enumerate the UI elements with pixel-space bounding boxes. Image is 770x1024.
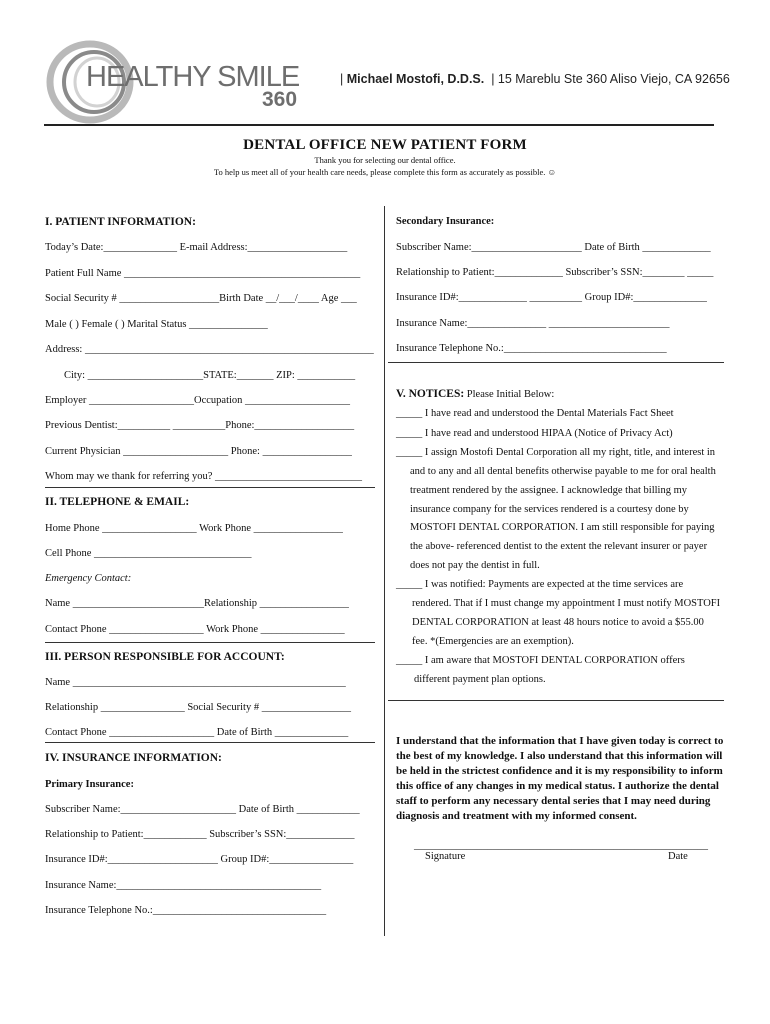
- notices-heading: [396, 388, 554, 400]
- secondary-insurance-phone-field[interactable]: Insurance Telephone No.:_______________________________: [396, 343, 667, 354]
- emergency-contact-label: Emergency Contact:: [45, 573, 132, 584]
- employer-field[interactable]: Employer ____________________Occupation ____________________: [45, 395, 351, 406]
- section-telephone-title: II. TELEPHONE & EMAIL:: [45, 496, 190, 508]
- notice-payment-plan-line-2: different payment plan options.: [414, 674, 546, 685]
- form-subtitle-2: To help us meet all of your health care needs, please complete this form as accurately as possible. ☺: [213, 167, 557, 177]
- notice-payment-line-4: fee. *(Emergencies are an exemption).: [412, 636, 574, 647]
- notice-assignment-line-6: the above- referenced dentist to the extent the relevant insurer or payer: [410, 541, 708, 552]
- primary-insurance-id-field[interactable]: Insurance ID#:_____________________ Group ID#:________________: [45, 854, 354, 865]
- section-responsible-title: III. PERSON RESPONSIBLE FOR ACCOUNT:: [45, 651, 285, 663]
- notice-payment-line-3: DENTAL CORPORATION at least 48 hours notice to avoid a $55.00: [412, 617, 704, 628]
- section-divider: [45, 742, 375, 743]
- cell-phone-field[interactable]: Cell Phone ______________________________: [45, 548, 252, 559]
- primary-insurance-label: Primary Insurance:: [45, 779, 134, 790]
- emergency-name-field[interactable]: Name _________________________Relationship _________________: [45, 598, 349, 609]
- notice-payment-line-1[interactable]: _____ I was notified: Payments are expected at the time services are: [396, 579, 684, 590]
- notices-instruction: Please Initial Below:: [466, 389, 555, 400]
- secondary-relationship-field[interactable]: Relationship to Patient:_____________ Subscriber’s SSN:________ _____: [396, 267, 714, 278]
- consent-statement: I understand that the information that I have given today is correct to the best of my knowledge. I also understand that this information will be held in the strictest confidence and it is my responsibility to inform this office of any changes in my medical status. I authorize the dental staff to perform any necessary dental series that I may need during diagnosis and treatment with my informed consent.: [396, 735, 724, 822]
- referral-field[interactable]: Whom may we thank for referring you? ____________________________: [45, 471, 362, 482]
- gender-marital-field[interactable]: Male ( ) Female ( ) Marital Status _______________: [45, 319, 268, 330]
- secondary-insurance-id-field[interactable]: Insurance ID#:_____________ __________ Group ID#:______________: [396, 292, 707, 303]
- header-divider: [44, 124, 714, 126]
- emergency-phone-field[interactable]: Contact Phone __________________ Work Phone ________________: [45, 624, 345, 635]
- secondary-insurance-name-field[interactable]: Insurance Name:_______________ _______________________: [396, 318, 670, 329]
- responsible-phone-field[interactable]: Contact Phone ____________________ Date of Birth ______________: [45, 727, 349, 738]
- date-label: Date: [668, 851, 688, 862]
- healthy-smile-logo: [42, 36, 342, 126]
- column-divider: [384, 206, 385, 936]
- form-title: DENTAL OFFICE NEW PATIENT FORM: [243, 137, 527, 153]
- signature-line[interactable]: ________________________________________________________: [414, 840, 708, 851]
- notice-assignment-line-7: does not pay the dentist in full.: [410, 560, 540, 571]
- primary-insurance-name-field[interactable]: Insurance Name:_______________________________________: [45, 880, 322, 891]
- ssn-birthdate-field[interactable]: Social Security # ___________________Birth Date __/___/____ Age ___: [45, 293, 357, 304]
- home-work-phone-field[interactable]: Home Phone __________________ Work Phone _________________: [45, 523, 343, 534]
- notice-assignment-line-1[interactable]: _____ I assign Mostofi Dental Corporation all my right, title, and interest in: [396, 447, 716, 458]
- office-address: 15 Mareblu Ste 360 Aliso Viejo, CA 92656: [497, 72, 730, 86]
- secondary-insurance-label: Secondary Insurance:: [396, 216, 495, 227]
- section-notices-title: V. NOTICES:: [396, 388, 465, 400]
- section-divider: [388, 362, 724, 363]
- doctor-name: Michael Mostofi, D.D.S.: [346, 72, 485, 86]
- notice-payment-line-2: rendered. That if I must change my appointment I must notify MOSTOFI: [412, 598, 721, 609]
- secondary-subscriber-field[interactable]: Subscriber Name:_____________________ Date of Birth _____________: [396, 242, 711, 253]
- primary-insurance-phone-field[interactable]: Insurance Telephone No.:_________________________________: [45, 905, 327, 916]
- responsible-name-field[interactable]: Name ____________________________________________________: [45, 677, 346, 688]
- section-divider: [45, 487, 375, 488]
- notice-assignment-line-3: treatment rendered by the assignee. I acknowledge that billing my: [410, 485, 687, 496]
- section-patient-info-title: I. PATIENT INFORMATION:: [45, 216, 196, 228]
- physician-field[interactable]: Current Physician ____________________ Phone: _________________: [45, 446, 352, 457]
- notice-assignment-line-5: MOSTOFI DENTAL CORPORATION. I am still responsible for paying: [410, 522, 715, 533]
- header-contact: | Michael Mostofi, D.D.S. | 15 Mareblu Ste 360 Aliso Viejo, CA 92656: [340, 72, 730, 86]
- notice-assignment-line-2: and to any and all dental benefits otherwise payable to me for oral health: [410, 466, 716, 477]
- section-divider: [45, 642, 375, 643]
- city-state-zip-field[interactable]: City: ______________________STATE:_______ ZIP: ___________: [64, 370, 356, 381]
- notice-assignment-line-4: insurance company for the services rendered is a courtesy done by: [410, 504, 689, 515]
- notice-payment-plan-line-1[interactable]: _____ I am aware that MOSTOFI DENTAL CORPORATION offers: [396, 655, 685, 666]
- section-divider: [388, 700, 724, 701]
- notice-materials-fact-sheet[interactable]: _____ I have read and understood the Dental Materials Fact Sheet: [396, 408, 674, 419]
- patient-full-name-field[interactable]: Patient Full Name _____________________________________________: [45, 268, 361, 279]
- notice-hipaa[interactable]: _____ I have read and understood HIPAA (Notice of Privacy Act): [396, 428, 673, 439]
- logo-main-text: HEALTHY SMILE: [86, 61, 300, 93]
- signature-label: Signature: [425, 851, 466, 862]
- responsible-relationship-field[interactable]: Relationship ________________ Social Security # _________________: [45, 702, 351, 713]
- form-subtitle-1: Thank you for selecting our dental office.: [314, 155, 456, 165]
- todays-date-email-field[interactable]: Today’s Date:______________ E-mail Address:___________________: [45, 242, 348, 253]
- previous-dentist-field[interactable]: Previous Dentist:__________ __________Phone:___________________: [45, 420, 355, 431]
- section-insurance-title: IV. INSURANCE INFORMATION:: [45, 752, 222, 764]
- logo-number-text: 360: [262, 88, 298, 111]
- primary-subscriber-field[interactable]: Subscriber Name:______________________ Date of Birth ____________: [45, 804, 360, 815]
- address-field[interactable]: Address: _______________________________________________________: [45, 344, 374, 355]
- primary-relationship-field[interactable]: Relationship to Patient:____________ Subscriber’s SSN:_____________: [45, 829, 355, 840]
